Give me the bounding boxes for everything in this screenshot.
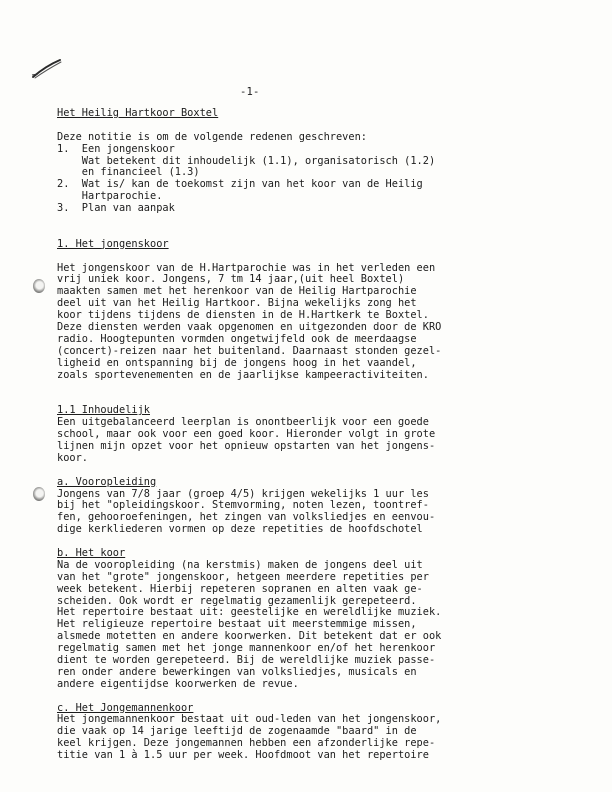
text-line: Een uitgebalanceerd leerplan is onontbeerlijk voor een goede bbox=[57, 416, 429, 429]
text-line: Het jongemannenkoor bestaat uit oud-leden van het jongenskoor, bbox=[57, 713, 442, 726]
text-line: keel krijgen. Deze jongemannen hebben een afzonderlijke repe- bbox=[57, 737, 436, 750]
text-line: Na de vooropleiding (na kerstmis) maken de jongens deel uit bbox=[57, 558, 423, 571]
document-body-text bbox=[57, 108, 577, 762]
text-line: Hartparochie. bbox=[57, 190, 163, 203]
pen-scribble-mark bbox=[30, 56, 64, 82]
text-line: regelmatig samen met het jonge mannenkoor en/of het herenkoor bbox=[57, 642, 436, 655]
text-line bbox=[57, 227, 577, 239]
text-line: deel uit van het Heilig Hartkoor. Bijna wekelijks zong het bbox=[57, 297, 417, 310]
text-line: en financieel (1.3) bbox=[57, 166, 200, 179]
section-heading: b. Het koor bbox=[57, 546, 126, 559]
text-line bbox=[57, 251, 577, 263]
text-line: 3. Plan van aanpak bbox=[57, 202, 175, 215]
text-line: dige kerkliederen vormen op deze repetities de hoofdschotel bbox=[57, 523, 423, 536]
text-line: maakten samen met het herenkoor van de Heilig Hartparochie bbox=[57, 285, 417, 298]
text-line bbox=[57, 536, 577, 548]
page-number: -1- bbox=[240, 86, 260, 98]
text-line bbox=[57, 215, 577, 227]
text-line: lijnen mijn opzet voor het opnieuw opstarten van het jongens- bbox=[57, 439, 436, 452]
text-line: fen, gehooroefeningen, het zingen van volksliedjes en eenvou- bbox=[57, 511, 436, 524]
section-heading: 1.1 Inhoudelijk bbox=[57, 404, 150, 417]
text-line: Het jongenskoor van de H.Hartparochie was in het verleden een bbox=[57, 261, 436, 274]
section-heading: Het Heilig Hartkoor Boxtel bbox=[57, 107, 219, 119]
text-line: zoals sportevenementen en de jaarlijkse kampeeractiviteiten. bbox=[57, 368, 429, 381]
text-line: Het repertoire bestaat uit: geestelijke en wereldlijke muziek. bbox=[57, 606, 442, 619]
text-line: bij het "opleidingskoor. Stemvorming, noten lezen, toontref- bbox=[57, 499, 429, 512]
text-line: andere eigentijdse koorwerken de revue. bbox=[57, 677, 299, 690]
section-heading: c. Het Jongemannenkoor bbox=[57, 701, 194, 714]
text-line: titie van 1 à 1.5 uur per week. Hoofdmoot van het repertoire bbox=[57, 749, 429, 762]
text-line: alsmede motetten en andere koorwerken. Dit betekent dat er ook bbox=[57, 630, 442, 643]
text-line bbox=[57, 381, 577, 393]
text-line: Deze diensten werden vaak opgenomen en uitgezonden door de KRO bbox=[57, 321, 442, 334]
punch-hole-lower bbox=[33, 487, 45, 501]
text-line: week betekent. Hierbij repeteren sopranen en alten vaak ge- bbox=[57, 582, 423, 595]
text-line bbox=[57, 465, 577, 477]
text-line: koor tijdens tijdens de diensten in de H.Hartkerk te Boxtel. bbox=[57, 309, 429, 322]
text-line: Jongens van 7/8 jaar (groep 4/5) krijgen wekelijks 1 uur les bbox=[57, 487, 429, 500]
text-line: koor. bbox=[57, 451, 88, 464]
text-line: Het religieuze repertoire bestaat uit meerstemmige missen, bbox=[57, 618, 417, 631]
text-line bbox=[57, 691, 577, 703]
text-line: 1. Een jongenskoor bbox=[57, 142, 175, 155]
section-heading: a. Vooropleiding bbox=[57, 475, 157, 488]
text-line: 2. Wat is/ kan de toekomst zijn van het koor van de Heilig bbox=[57, 178, 423, 191]
text-line: ligheid en ontspanning bij de jongens hoog in het vaandel, bbox=[57, 356, 417, 369]
text-line: scheiden. Ook wordt er regelmatig gezamenlijk gerepeteerd. bbox=[57, 594, 417, 607]
text-line: radio. Hoogtepunten vormden ongetwijfeld ook de meerdaagse bbox=[57, 332, 417, 345]
text-line: dient te worden gerepeteerd. Bij de wereldlijke muziek passe- bbox=[57, 653, 436, 666]
text-line: van het "grote" jongenskoor, hetgeen meerdere repetities per bbox=[57, 570, 429, 583]
text-line: Wat betekent dit inhoudelijk (1.1), organisatorisch (1.2) bbox=[57, 154, 436, 167]
punch-hole-upper bbox=[33, 279, 45, 293]
text-line: ren onder andere bewerkingen van volksliedjes, musicals en bbox=[57, 665, 417, 678]
text-line: Deze notitie is om de volgende redenen geschreven: bbox=[57, 130, 367, 143]
text-line: vrij uniek koor. Jongens, 7 tm 14 jaar,(uit heel Boxtel) bbox=[57, 273, 405, 286]
section-heading: 1. Het jongenskoor bbox=[57, 237, 169, 250]
text-line: die vaak op 14 jarige leeftijd de zogenaamde "baard" in de bbox=[57, 725, 417, 738]
text-line bbox=[57, 120, 577, 132]
text-line: school, maar ook voor een goed koor. Hieronder volgt in grote bbox=[57, 428, 436, 441]
text-line: (concert)-reizen naar het buitenland. Daarnaast stonden gezel- bbox=[57, 344, 442, 357]
